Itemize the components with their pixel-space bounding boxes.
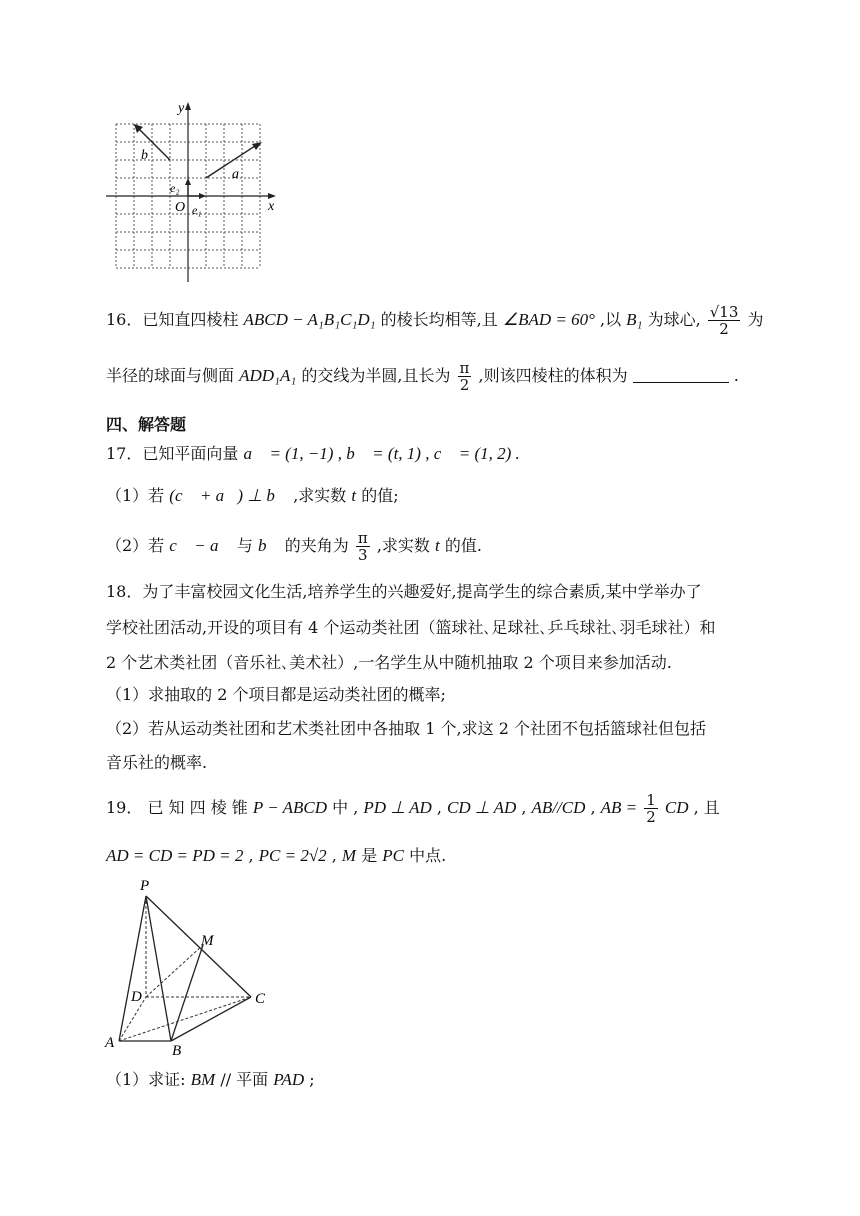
q16-text: ,则该四棱柱的体积为 bbox=[478, 366, 628, 385]
q19-condition: CD bbox=[664, 798, 689, 817]
fraction-denominator: 2 bbox=[459, 376, 470, 394]
q18-part-2-line-1: （2）若从运动类社团和艺术类社团中各抽取 1 个,求这 2 个社团不包括篮球社但包括 bbox=[106, 719, 706, 738]
q19-condition: PC = 2√2 bbox=[258, 846, 327, 865]
q16-line-1 bbox=[106, 300, 764, 340]
q19-half-fraction bbox=[644, 792, 658, 825]
q19-text: （1）求证: bbox=[106, 1070, 186, 1089]
q16-text: 的交线为半圆,且长为 bbox=[301, 366, 451, 385]
vector-a-label: a bbox=[232, 167, 239, 182]
q16-text: 半径的球面与侧面 bbox=[106, 366, 235, 385]
q17-text: 的值. bbox=[444, 536, 482, 555]
q16-center-point: B₁ bbox=[626, 310, 643, 329]
q16-prism: ABCD − A₁B₁C₁D₁ bbox=[243, 310, 376, 329]
q17-part-2 bbox=[106, 526, 482, 566]
vertex-B-label: B bbox=[172, 1043, 182, 1059]
q19-pyramid: P − ABCD bbox=[252, 798, 328, 817]
q19-condition: PD ⊥ AD bbox=[363, 798, 432, 817]
vertex-P-label: P bbox=[140, 878, 150, 894]
q17-text: 的夹角为 bbox=[284, 536, 349, 555]
edge-PC bbox=[146, 896, 251, 997]
vector-b-label: b bbox=[141, 148, 148, 163]
q19-segment: PC bbox=[382, 846, 405, 865]
y-axis-arrow-icon bbox=[185, 102, 191, 110]
q17-text: ,求实数 bbox=[293, 486, 347, 505]
q19-line-2: AD = CD = PD = 2 , PC = 2√2 , M 是 PC 中点. bbox=[106, 846, 447, 865]
q19-condition: AD = CD = PD = 2 bbox=[106, 846, 244, 865]
q17-part-1 bbox=[106, 482, 399, 510]
q19-line-1: 19． 已 知 四 棱 锥 P − ABCD 中 , PD ⊥ AD , CD ⊥ AD , AB//CD , AB = $\frac{1}{2}$ CD , 且 bbox=[106, 791, 720, 826]
fraction-denominator: 2 bbox=[646, 808, 656, 826]
q19-text: 19． 已 知 四 棱 锥 bbox=[106, 798, 248, 817]
q19-text: , 且 bbox=[693, 798, 720, 817]
q17-text: （1）若 bbox=[106, 486, 165, 505]
q19-plane: PAD bbox=[273, 1070, 305, 1089]
q17-text: 的值; bbox=[361, 486, 399, 505]
q19-condition: CD ⊥ AD bbox=[447, 798, 517, 817]
q18-line-1: 18．为了丰富校园文化生活,培养学生的兴趣爱好,提高学生的综合素质,某中学举办了 bbox=[106, 582, 702, 601]
origin-label: O bbox=[175, 200, 186, 215]
q16-angle: ∠BAD = 60° bbox=[502, 310, 595, 329]
q19-text: 中点. bbox=[409, 846, 447, 865]
q17-variable: t bbox=[435, 536, 440, 555]
q17-expression: (c⃗ + a⃗) ⊥ b⃗ bbox=[169, 486, 289, 505]
vector-e1-label: e₁ bbox=[192, 203, 202, 217]
q17-stem bbox=[106, 440, 520, 468]
q17-variable: t bbox=[351, 486, 357, 505]
q19-text: // 平面 bbox=[220, 1070, 269, 1089]
vector-grid-figure bbox=[100, 96, 290, 286]
x-axis-label: x bbox=[268, 199, 275, 214]
q17-text: 17．已知平面向量 bbox=[106, 444, 239, 463]
q18-part-2-line-2: 音乐社的概率. bbox=[106, 753, 208, 772]
q16-length-fraction bbox=[458, 360, 472, 393]
section-heading: 四、解答题 bbox=[106, 415, 187, 434]
q19-condition: AB = bbox=[600, 798, 638, 817]
q16-radius-fraction bbox=[708, 304, 741, 337]
y-axis-label: y bbox=[178, 101, 185, 116]
q16-text: 16．已知直四棱柱 bbox=[106, 310, 239, 329]
answer-blank[interactable] bbox=[633, 366, 729, 383]
fraction-denominator: 3 bbox=[358, 546, 368, 564]
q16-text: . bbox=[733, 366, 739, 385]
vector-e2-label: e₂ bbox=[170, 181, 180, 195]
q16-line-2 bbox=[106, 356, 739, 396]
q17-vector: b⃗ bbox=[257, 536, 280, 555]
q16-face: ADD₁A₁ bbox=[239, 366, 297, 385]
fraction-numerator: 1 bbox=[646, 791, 656, 809]
q16-text: ,以 bbox=[599, 310, 622, 329]
q18-part-1: （1）求抽取的 2 个项目都是运动类社团的概率; bbox=[106, 685, 446, 704]
q19-part-1 bbox=[106, 1066, 315, 1094]
q16-text: 的棱长均相等,且 bbox=[380, 310, 498, 329]
point-M-label: M bbox=[201, 933, 214, 949]
q17-vectors: a⃗ = (1, −1) , b⃗ = (t, 1) , c⃗ = (1, 2) . bbox=[243, 444, 520, 463]
q19-text: 是 bbox=[361, 846, 378, 865]
vector-e1-arrow-icon bbox=[199, 193, 206, 199]
q19-text: ; bbox=[309, 1070, 315, 1089]
q17-text: ,求实数 bbox=[376, 536, 430, 555]
vector-e2-arrow-icon bbox=[185, 178, 191, 185]
q18-line-2: 学校社团活动,开设的项目有 4 个运动类社团（篮球社､足球社､乒乓球社､羽毛球社）和 bbox=[106, 618, 716, 637]
q18-line-3: 2 个艺术类社团（音乐社､美术社）,一名学生从中随机抽取 2 个项目来参加活动. bbox=[106, 653, 672, 672]
q19-point: M bbox=[341, 846, 357, 865]
fraction-denominator: 2 bbox=[719, 320, 729, 338]
q19-text: 中 , bbox=[332, 798, 359, 817]
fraction-numerator: √13 bbox=[709, 303, 739, 321]
q17-expression: c⃗ − a⃗ bbox=[169, 536, 232, 555]
q16-text: 为 bbox=[747, 310, 764, 329]
q19-condition: AB//CD bbox=[531, 798, 586, 817]
q19-segment: BM bbox=[190, 1070, 216, 1089]
q17-text: （2）若 bbox=[106, 536, 165, 555]
fraction-numerator: π bbox=[357, 529, 368, 547]
edge-PB bbox=[146, 896, 171, 1041]
q17-angle-fraction bbox=[356, 530, 370, 563]
vertex-D-label: D bbox=[131, 989, 142, 1005]
vertex-A-label: A bbox=[105, 1035, 115, 1051]
q17-text: 与 bbox=[236, 536, 253, 555]
fraction-numerator: π bbox=[459, 359, 470, 377]
pyramid-figure bbox=[100, 872, 280, 1062]
vertex-C-label: C bbox=[255, 991, 266, 1007]
q16-text: 为球心, bbox=[647, 310, 701, 329]
